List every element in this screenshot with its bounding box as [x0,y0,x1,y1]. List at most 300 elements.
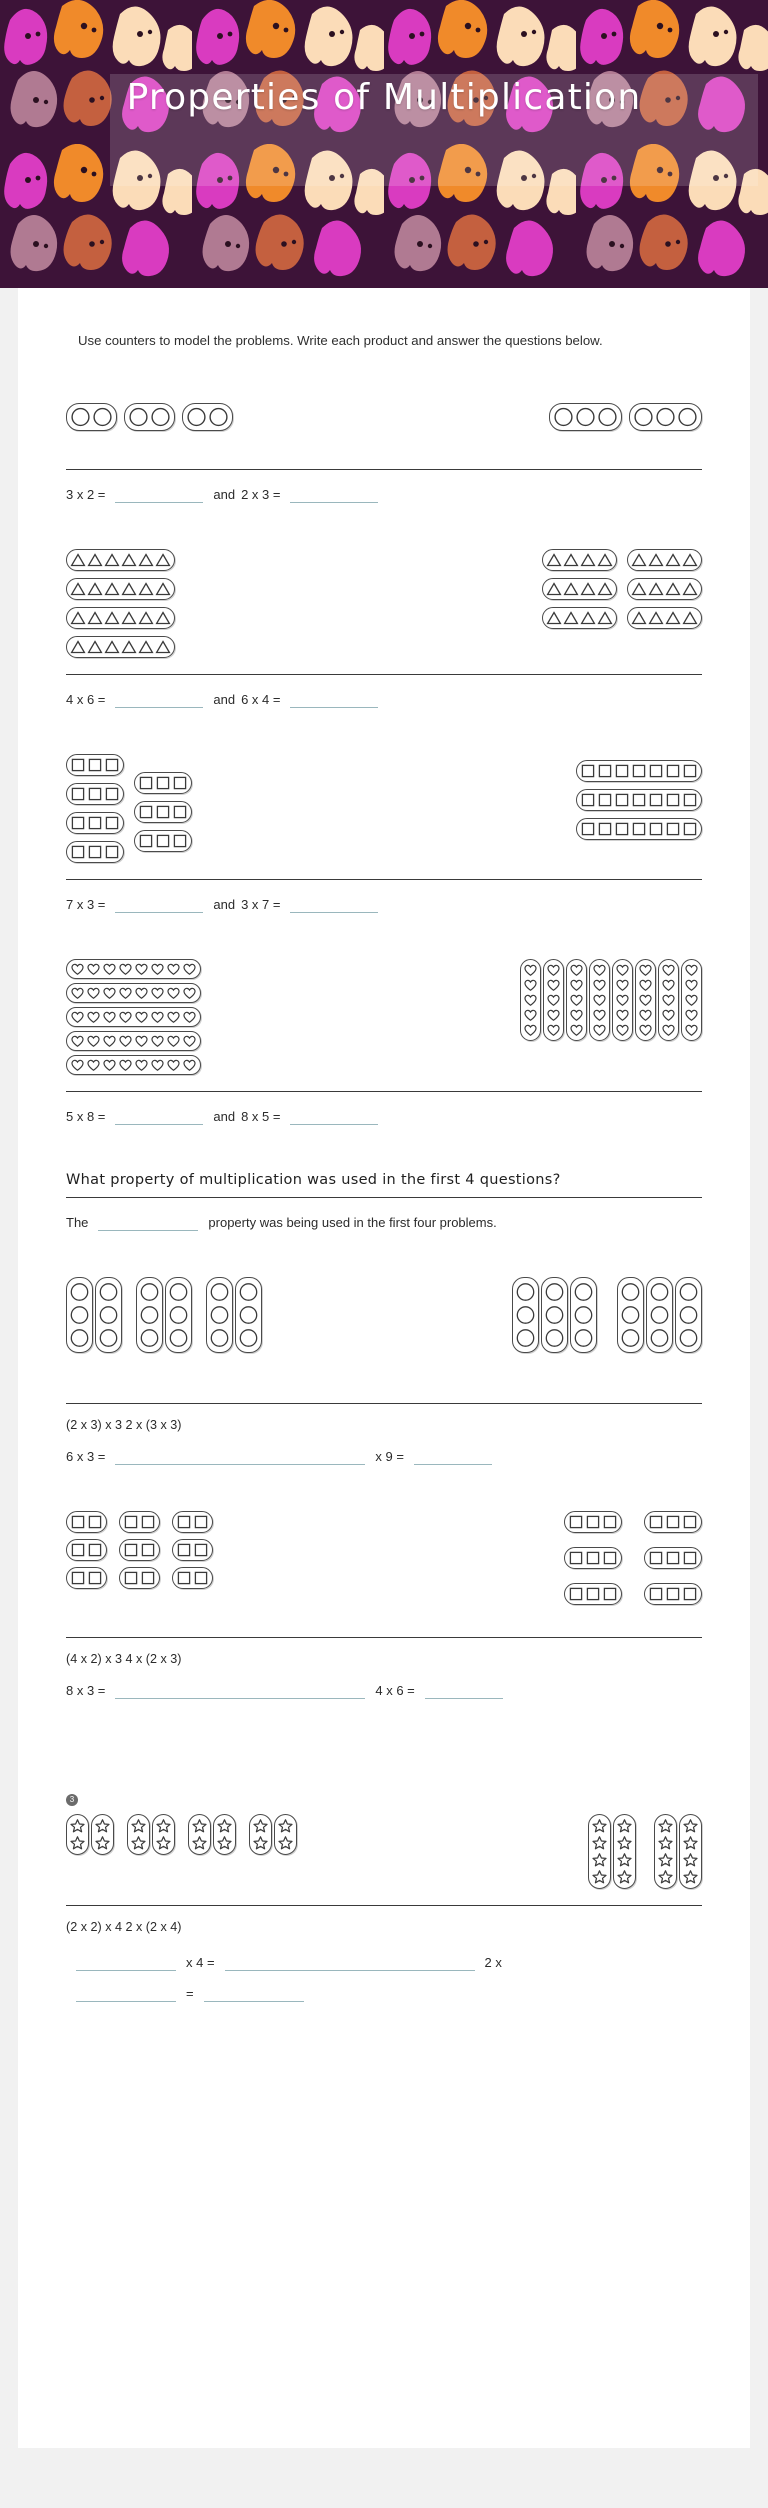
square-counter-card [134,801,192,823]
circle-counter-icon [573,1281,594,1303]
star-counter-card [654,1814,677,1889]
heart-counter-icon [166,986,181,1000]
triangle-counter-icon [597,610,613,626]
equation-right-label: 4 x 6 = [375,1683,415,1699]
triangle-counter-icon [121,639,137,655]
heart-counter-icon [118,986,133,1000]
circle-counter-icon [515,1304,536,1326]
triangle-counter-icon [138,581,154,597]
heart-counter-card [681,959,702,1041]
circle-counter-icon [238,1281,259,1303]
square-counter-icon [614,821,630,837]
heart-counter-icon [546,1008,561,1022]
star-counter-icon [252,1818,269,1834]
circle-counter-icon [98,1327,119,1349]
square-counter-icon [585,1514,601,1530]
triangle-counter-icon [121,552,137,568]
square-counter-icon [597,763,613,779]
circle-counter-icon [69,1304,90,1326]
counter-cluster [654,1814,702,1889]
answer-blank-r2-right[interactable] [204,1985,304,2002]
page-title: Properties of Multiplication [126,77,642,118]
heart-counter-card [66,959,201,979]
square-counter-icon [682,763,698,779]
triangle-counter-icon [138,552,154,568]
heart-counter-icon [661,963,676,977]
cluster-row [564,1511,702,1605]
triangle-counter-icon [580,552,596,568]
cluster-row [512,1277,702,1353]
heart-counter-icon [102,1058,117,1072]
heart-counter-icon [182,1010,197,1024]
associative-2-models [66,1511,702,1631]
star-counter-card [66,1814,89,1855]
counter-group-row [549,403,702,431]
square-counter-icon [580,763,596,779]
heart-counter-icon [182,1058,197,1072]
circle-counter-icon [98,1304,119,1326]
square-counter-icon [87,757,103,773]
equation-right-label: 6 x 4 = [241,692,281,708]
triangle-counter-icon [597,552,613,568]
star-counter-icon [216,1835,233,1851]
sentence-start-label: The [66,1215,89,1231]
square-counter-card [172,1567,213,1589]
square-counter-icon [155,833,171,849]
square-counter-icon [155,775,171,791]
cluster-row [588,1814,702,1889]
square-counter-icon [631,763,647,779]
square-counter-icon [602,1550,618,1566]
divider [66,1197,702,1198]
circle-counter-icon [69,1281,90,1303]
square-counter-card [172,1539,213,1561]
heart-counter-icon [661,978,676,992]
square-counter-icon [70,1514,86,1530]
answer-blank-left[interactable] [115,691,203,708]
circle-counter-card [182,403,233,431]
square-counter-card [576,789,702,811]
heart-counter-icon [166,1010,181,1024]
heart-counter-icon [70,986,85,1000]
square-counter-card [66,841,124,863]
heart-counter-icon [70,1058,85,1072]
counter-group-column [627,549,702,629]
square-counter-card [576,760,702,782]
square-counter-card [66,1539,107,1561]
triangle-counter-icon [631,610,647,626]
heart-counter-icon [638,993,653,1007]
sentence-end-label: property was being used in the first four problems. [208,1215,497,1231]
square-counter-card [119,1511,160,1533]
star-counter-card [679,1814,702,1889]
problem-2-equation [66,691,702,708]
problem-1 [66,403,702,503]
row1-tail-label: 2 x [484,1955,502,1971]
associative-problem-1 [66,1277,702,1465]
circle-counter-icon [515,1281,536,1303]
square-counter-icon [138,775,154,791]
triangle-counter-icon [682,581,698,597]
star-counter-icon [155,1835,172,1851]
heart-counter-icon [523,978,538,992]
counter-group-column [66,959,201,1075]
heart-counter-card [612,959,633,1041]
square-counter-card [576,818,702,840]
circle-counter-card [549,403,622,431]
square-counter-icon [580,821,596,837]
row2-mid-label: = [186,1986,194,2002]
heart-counter-icon [615,963,630,977]
triangle-counter-icon [155,581,171,597]
triangle-counter-card [66,578,175,600]
star-counter-icon [591,1869,608,1885]
heart-counter-icon [569,1023,584,1037]
answer-blank-right[interactable] [290,896,378,913]
square-counter-icon [70,815,86,831]
star-counter-icon [616,1835,633,1851]
triangle-counter-icon [121,610,137,626]
star-counter-icon [616,1869,633,1885]
triangle-counter-icon [104,581,120,597]
triangle-counter-card [66,636,175,658]
square-counter-icon [104,757,120,773]
counter-cluster [617,1277,702,1353]
circle-counter-card [512,1277,539,1353]
heart-counter-icon [150,962,165,976]
associative-3-badge-wrap [66,1789,702,1814]
associative-3-expression: (2 x 2) x 4 2 x (2 x 4) [66,1920,182,1935]
answer-blank-left[interactable] [115,1682,365,1699]
triangle-counter-icon [138,610,154,626]
problem-1-models [66,403,702,463]
heart-counter-icon [569,993,584,1007]
square-counter-icon [87,1570,103,1586]
star-counter-icon [277,1835,294,1851]
counter-group-column [576,760,702,840]
problem-3-left-model [66,754,192,863]
square-counter-card [564,1511,622,1533]
star-counter-card [127,1814,150,1855]
triangle-counter-icon [648,581,664,597]
circle-counter-icon [678,1304,699,1326]
cluster-row [66,1511,213,1589]
heart-counter-icon [523,993,538,1007]
circle-counter-icon [620,1281,641,1303]
square-counter-card [119,1567,160,1589]
counter-cluster [249,1814,297,1855]
circle-counter-icon [92,406,113,428]
square-counter-icon [648,792,664,808]
answer-blank-right[interactable] [425,1682,503,1699]
star-counter-card [249,1814,272,1855]
star-counter-card [274,1814,297,1855]
triangle-counter-icon [631,581,647,597]
square-counter-icon [176,1570,192,1586]
circle-counter-icon [168,1304,189,1326]
property-question-block [66,1171,702,1231]
star-counter-icon [69,1835,86,1851]
square-counter-icon [631,821,647,837]
square-counter-icon [682,1586,698,1602]
circle-counter-icon [186,406,207,428]
heart-counter-icon [684,993,699,1007]
answer-blank-left[interactable] [115,1108,203,1125]
triangle-counter-icon [70,639,86,655]
counter-staggered-columns [66,754,192,863]
circle-counter-icon [209,1327,230,1349]
divider [66,469,702,470]
answer-blank-right[interactable] [414,1448,492,1465]
square-counter-icon [123,1514,139,1530]
heart-counter-icon [134,1058,149,1072]
star-counter-icon [130,1835,147,1851]
triangle-counter-card [66,607,175,629]
answer-blank-right[interactable] [290,1108,378,1125]
triangle-counter-icon [682,610,698,626]
square-counter-icon [597,792,613,808]
row1-mid-label: x 4 = [186,1955,215,1971]
heart-counter-icon [102,986,117,1000]
square-counter-icon [682,821,698,837]
heart-counter-icon [166,1034,181,1048]
square-counter-icon [665,1586,681,1602]
square-counter-icon [568,1514,584,1530]
heart-counter-icon [134,962,149,976]
heart-counter-icon [150,1010,165,1024]
square-counter-card [564,1547,622,1569]
circle-counter-icon [649,1304,670,1326]
circle-counter-icon [544,1281,565,1303]
triangle-counter-icon [665,552,681,568]
star-counter-icon [616,1818,633,1834]
triangle-counter-icon [138,639,154,655]
square-counter-icon [140,1542,156,1558]
triangle-counter-icon [87,552,103,568]
circle-counter-icon [150,406,171,428]
circle-counter-card [675,1277,702,1353]
heart-counter-icon [661,1008,676,1022]
square-counter-card [66,1567,107,1589]
square-counter-icon [597,821,613,837]
star-counter-icon [657,1818,674,1834]
star-counter-card [213,1814,236,1855]
counter-cluster [644,1511,702,1605]
heart-counter-card [658,959,679,1041]
answer-blank-right[interactable] [290,486,378,503]
triangle-counter-icon [563,552,579,568]
square-counter-card [119,1539,160,1561]
triangle-counter-icon [665,581,681,597]
star-counter-card [91,1814,114,1855]
square-counter-icon [614,763,630,779]
heart-counter-icon [615,993,630,1007]
answer-blank-left[interactable] [115,1448,365,1465]
heart-counter-icon [592,978,607,992]
cluster-row [66,1814,297,1855]
heart-counter-icon [592,1023,607,1037]
circle-counter-icon [597,406,618,428]
instructions-text: Use counters to model the problems. Write each product and answer the questions below. [78,333,603,348]
square-counter-card [644,1583,702,1605]
heart-counter-card [520,959,541,1041]
heart-counter-icon [150,1034,165,1048]
circle-counter-icon [238,1304,259,1326]
star-counter-icon [657,1869,674,1885]
heart-counter-icon [569,963,584,977]
answer-blank-left[interactable] [115,486,203,503]
counter-group-column [134,772,192,852]
heart-counter-icon [546,978,561,992]
square-counter-icon [682,1550,698,1566]
heart-counter-icon [615,978,630,992]
heart-counter-icon [638,963,653,977]
square-counter-icon [70,1542,86,1558]
triangle-counter-icon [155,610,171,626]
square-counter-icon [155,804,171,820]
star-counter-icon [591,1852,608,1868]
divider [66,1091,702,1092]
counter-cluster-pair [542,549,702,629]
triangle-counter-icon [631,552,647,568]
circle-counter-icon [209,1304,230,1326]
circle-counter-icon [98,1281,119,1303]
divider [66,879,702,880]
square-counter-card [134,772,192,794]
answer-blank-r1-right[interactable] [225,1954,475,1971]
triangle-counter-card [66,549,175,571]
star-counter-icon [591,1835,608,1851]
heart-counter-icon [569,1008,584,1022]
worksheet-body [18,288,750,2448]
square-counter-icon [104,815,120,831]
square-counter-icon [682,1514,698,1530]
circle-counter-icon [655,406,676,428]
triangle-counter-card [627,549,702,571]
circle-counter-icon [677,406,698,428]
heart-counter-icon [86,1010,101,1024]
circle-counter-icon [553,406,574,428]
heart-counter-icon [638,1023,653,1037]
square-counter-card [134,830,192,852]
star-counter-icon [682,1835,699,1851]
triangle-counter-card [542,549,617,571]
heart-counter-icon [86,986,101,1000]
star-counter-icon [130,1818,147,1834]
equation-left-label: 8 x 3 = [66,1683,106,1699]
square-counter-icon [585,1550,601,1566]
heart-counter-icon [523,963,538,977]
circle-counter-card [124,403,175,431]
heart-counter-icon [523,1023,538,1037]
problem-4-models [66,959,702,1085]
circle-counter-icon [209,1281,230,1303]
associative-3-models [66,1814,702,1899]
heart-counter-icon [182,1034,197,1048]
problem-1-equation [66,486,702,503]
equation-left-label: 6 x 3 = [66,1449,106,1465]
star-counter-icon [155,1818,172,1834]
heart-counter-icon [134,1034,149,1048]
answer-blank-right[interactable] [290,691,378,708]
heart-counter-icon [615,1008,630,1022]
heart-counter-card [66,1031,201,1051]
star-counter-icon [277,1818,294,1834]
equation-right-label: x 9 = [375,1449,404,1465]
triangle-counter-icon [104,610,120,626]
answer-blank-left[interactable] [115,896,203,913]
problem-2-right-model [542,549,702,629]
triangle-counter-icon [597,581,613,597]
heart-counter-icon [182,986,197,1000]
circle-counter-icon [139,1327,160,1349]
circle-counter-icon [678,1281,699,1303]
circle-counter-icon [139,1281,160,1303]
square-counter-card [66,1511,107,1533]
square-counter-icon [104,844,120,860]
square-counter-icon [602,1514,618,1530]
equation-right-label: 8 x 5 = [241,1109,281,1125]
square-counter-icon [176,1514,192,1530]
circle-counter-icon [168,1327,189,1349]
heart-counter-icon [70,1010,85,1024]
counter-cluster [588,1814,636,1889]
circle-counter-icon [573,1304,594,1326]
associative-problem-2 [66,1511,702,1699]
counter-cluster [119,1511,160,1589]
triangle-counter-icon [87,639,103,655]
associative-2-left-model [66,1511,213,1589]
problem-4-left-model [66,959,201,1075]
square-counter-icon [172,775,188,791]
circle-counter-icon [128,406,149,428]
triangle-counter-icon [87,581,103,597]
circle-counter-card [95,1277,122,1353]
answer-blank-r2-left[interactable] [76,1985,176,2002]
associative-2-equation [66,1682,702,1699]
circle-counter-icon [515,1327,536,1349]
circle-counter-icon [168,1281,189,1303]
heart-counter-icon [661,1023,676,1037]
square-counter-icon [665,1514,681,1530]
heart-counter-icon [182,962,197,976]
square-counter-icon [70,1570,86,1586]
square-counter-card [66,783,124,805]
heart-counter-icon [166,962,181,976]
square-counter-icon [176,1542,192,1558]
square-counter-card [644,1511,702,1533]
square-counter-icon [172,804,188,820]
divider [66,1403,702,1404]
circle-counter-card [136,1277,163,1353]
circle-counter-icon [649,1281,670,1303]
heart-counter-icon [684,978,699,992]
star-counter-card [588,1814,611,1889]
answer-blank-r1-left[interactable] [76,1954,176,1971]
square-counter-icon [665,1550,681,1566]
equation-left-label: 3 x 2 = [66,487,106,503]
circle-counter-icon [620,1327,641,1349]
property-answer-blank[interactable] [98,1214,198,1231]
square-counter-icon [123,1542,139,1558]
divider [66,674,702,675]
triangle-counter-icon [87,610,103,626]
counter-cluster [66,1511,107,1589]
counter-cluster [512,1277,597,1353]
square-counter-icon [140,1514,156,1530]
heart-counter-icon [118,1010,133,1024]
problem-4 [66,959,702,1125]
